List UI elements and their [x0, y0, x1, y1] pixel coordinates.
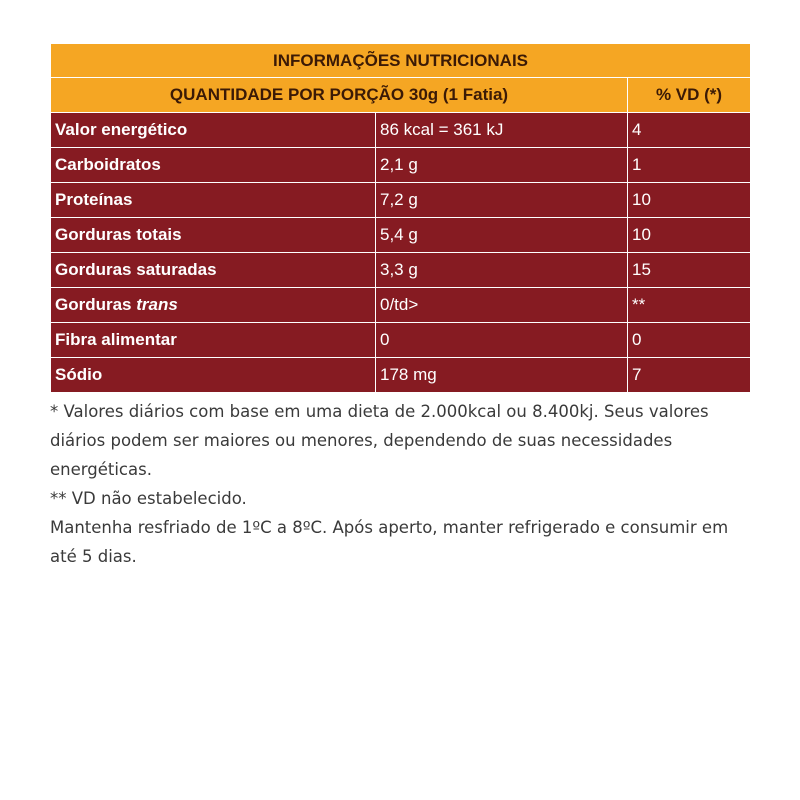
table-row: [51, 253, 751, 288]
nutrition-table: [50, 43, 751, 393]
nutrient-vd: 7: [628, 358, 751, 393]
nutrient-amount: 3,3 g: [376, 253, 628, 288]
nutrient-vd: **: [628, 288, 751, 323]
table-row: [51, 148, 751, 183]
table-row: [51, 183, 751, 218]
nutrient-name: Gorduras totais: [51, 218, 376, 253]
nutrient-name: Fibra alimentar: [51, 323, 376, 358]
nutrient-vd: 0: [628, 323, 751, 358]
nutrient-vd: 1: [628, 148, 751, 183]
table-row: [51, 358, 751, 393]
nutrient-name: Sódio: [51, 358, 376, 393]
nutrient-name: Gorduras trans: [51, 288, 376, 323]
footnote-vd-not-established: ** VD não estabelecido.: [50, 489, 247, 508]
nutrient-vd: 4: [628, 113, 751, 148]
nutrient-vd: 15: [628, 253, 751, 288]
vd-header: % VD (*): [628, 78, 751, 113]
nutrient-amount: 7,2 g: [376, 183, 628, 218]
footnote-daily-values: * Valores diários com base em uma dieta de 2.000kcal ou 8.400kj. Seus valores diários podem ser maiores ou menores, dependendo de suas necessidades energéticas.: [50, 402, 709, 479]
nutrient-amount: 178 mg: [376, 358, 628, 393]
table-title: INFORMAÇÕES NUTRICIONAIS: [51, 44, 751, 78]
table-row: [51, 323, 751, 358]
nutrient-name: Valor energético: [51, 113, 376, 148]
storage-instructions: Mantenha resfriado de 1ºC a 8ºC. Após aperto, manter refrigerado e consumir em até 5 dias.: [50, 518, 729, 566]
nutrient-name: Proteínas: [51, 183, 376, 218]
footnotes: [50, 397, 760, 571]
trans-label: trans: [136, 295, 178, 314]
nutrient-amount: 86 kcal = 361 kJ: [376, 113, 628, 148]
nutrient-name: Gorduras saturadas: [51, 253, 376, 288]
nutrient-name: Carboidratos: [51, 148, 376, 183]
table-row: [51, 288, 751, 323]
nutrient-vd: 10: [628, 183, 751, 218]
nutrition-panel: [50, 43, 750, 571]
table-row: [51, 113, 751, 148]
portion-header: QUANTIDADE POR PORÇÃO 30g (1 Fatia): [51, 78, 628, 113]
nutrient-amount: 2,1 g: [376, 148, 628, 183]
nutrient-amount: 0/td>: [376, 288, 628, 323]
nutrient-amount: 5,4 g: [376, 218, 628, 253]
nutrient-vd: 10: [628, 218, 751, 253]
table-row: [51, 218, 751, 253]
nutrient-amount: 0: [376, 323, 628, 358]
